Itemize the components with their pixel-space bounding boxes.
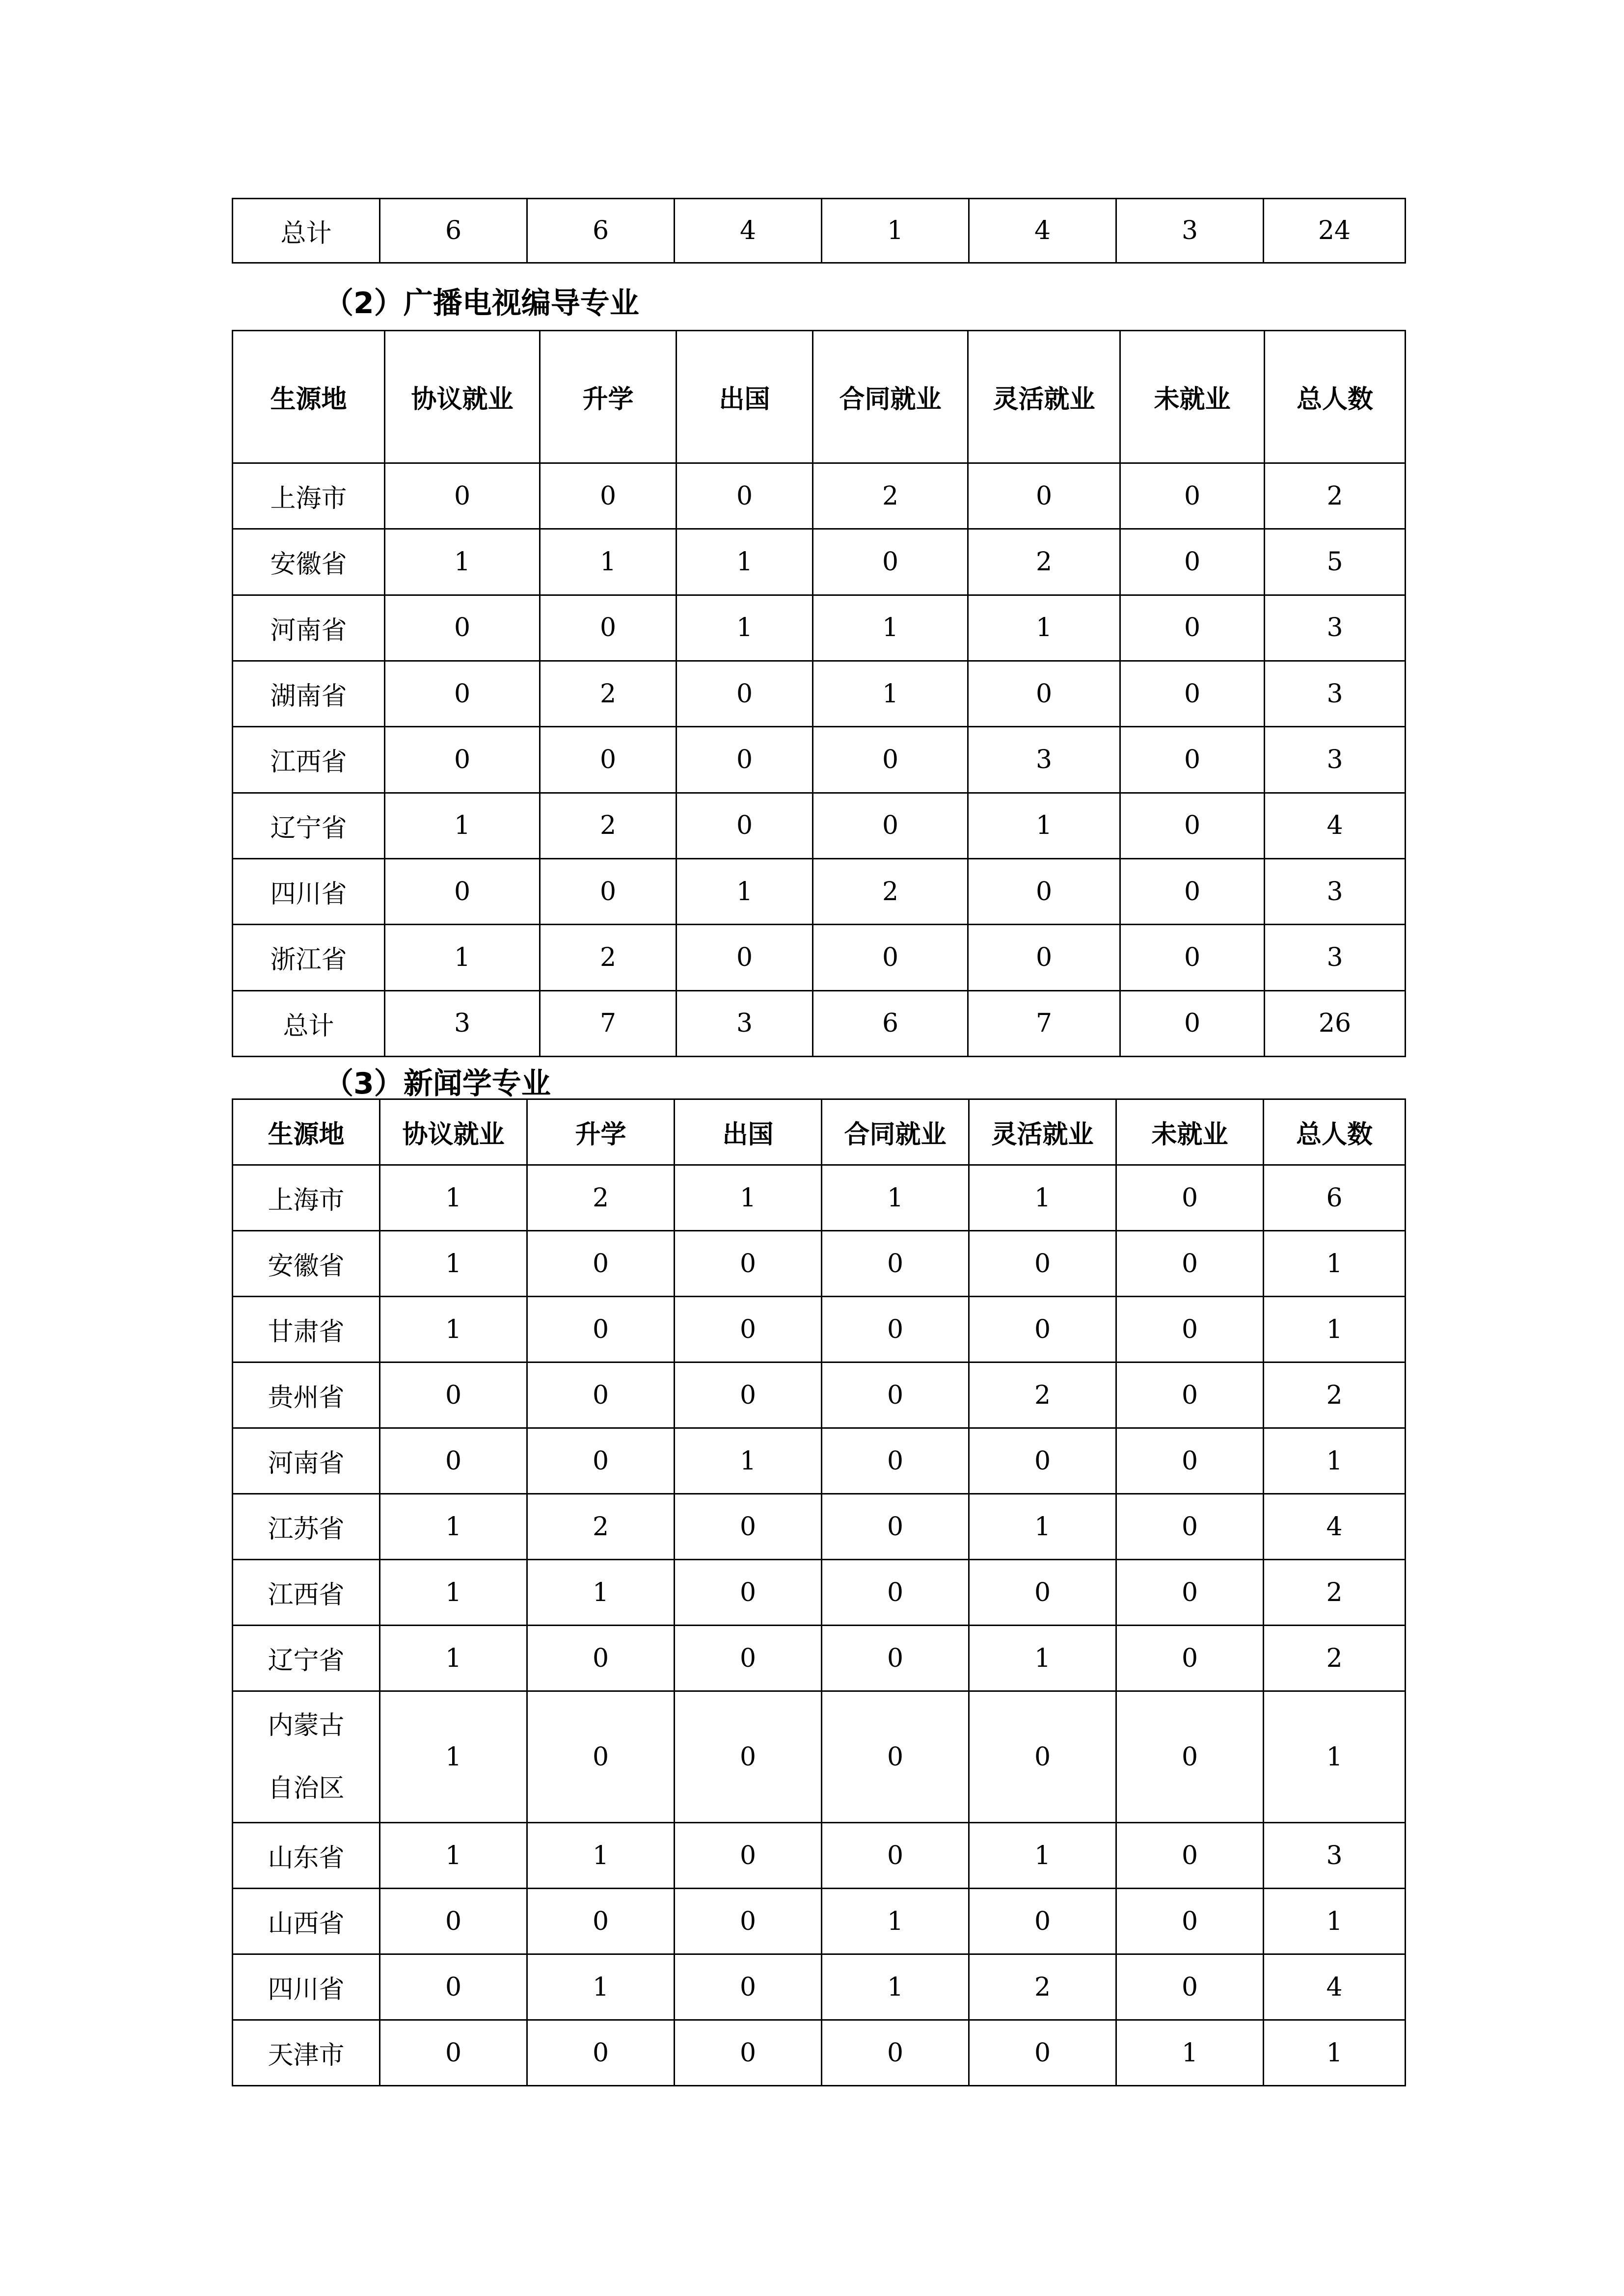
table-row — [233, 463, 1406, 529]
table-cell: 0 — [813, 529, 968, 595]
table-row — [233, 595, 1406, 661]
table-row — [233, 925, 1406, 990]
table-cell: 0 — [1116, 1954, 1264, 2020]
table-row — [233, 793, 1406, 858]
table-cell: 6 — [1264, 1165, 1406, 1231]
table-cell: 3 — [1265, 595, 1406, 661]
table-cell: 河南省 — [233, 1428, 380, 1494]
table-row — [233, 1626, 1406, 1691]
column-header: 升学 — [540, 331, 677, 463]
table-cell: 0 — [968, 661, 1120, 726]
table-row — [233, 1494, 1406, 1560]
table-cell: 1 — [1264, 1428, 1406, 1494]
table-cell: 1 — [385, 529, 540, 595]
table-cell: 1 — [380, 1494, 527, 1560]
column-header: 合同就业 — [813, 331, 968, 463]
table-cell: 0 — [380, 1428, 527, 1494]
table-cell: 2 — [527, 1494, 675, 1560]
table-cell: 0 — [540, 858, 677, 924]
table-cell: 0 — [969, 1428, 1116, 1494]
table-header-row — [233, 1099, 1406, 1165]
table-cell: 0 — [1116, 1165, 1264, 1231]
table-cell: 0 — [968, 858, 1120, 924]
table-cell: 四川省 — [233, 1954, 380, 2020]
table-cell: 0 — [968, 925, 1120, 990]
table-cell: 1 — [527, 1560, 675, 1626]
table-cell: 1 — [675, 1428, 822, 1494]
table-cell: 0 — [675, 1889, 822, 1954]
column-header: 生源地 — [233, 331, 385, 463]
table-row — [233, 661, 1406, 726]
table-cell: 0 — [675, 1626, 822, 1691]
table-cell: 0 — [1120, 595, 1265, 661]
table-cell: 0 — [527, 1362, 675, 1428]
table-cell: 0 — [527, 1231, 675, 1297]
table-cell: 天津市 — [233, 2020, 380, 2086]
table-row — [233, 1428, 1406, 1494]
table-cell: 0 — [1120, 858, 1265, 924]
table-cell: 0 — [380, 1889, 527, 1954]
table-cell: 1 — [380, 1231, 527, 1297]
column-header: 生源地 — [233, 1099, 380, 1165]
table-cell: 1 — [677, 858, 813, 924]
column-header: 协议就业 — [385, 331, 540, 463]
table-cell: 0 — [969, 2020, 1116, 2086]
table-cell: 1 — [380, 1691, 527, 1823]
table-cell: 0 — [380, 1954, 527, 2020]
table-cell: 4 — [1265, 793, 1406, 858]
table-cell: 1 — [385, 925, 540, 990]
table-cell: 1 — [822, 199, 969, 263]
table-cell: 0 — [385, 463, 540, 529]
table-cell: 0 — [822, 1691, 969, 1823]
table-cell: 1 — [969, 1823, 1116, 1889]
table-cell: 0 — [813, 925, 968, 990]
table-cell: 6 — [813, 990, 968, 1056]
table-cell: 0 — [677, 925, 813, 990]
table-cell: 2 — [540, 661, 677, 726]
table-cell: 0 — [527, 1428, 675, 1494]
table-cell: 0 — [527, 1691, 675, 1823]
table-row — [233, 199, 1406, 263]
section-2-caption: （2）广播电视编导专业 — [324, 286, 639, 320]
table-cell: 1 — [968, 793, 1120, 858]
multiline-region-name: 内蒙古自治区 — [268, 1710, 345, 1803]
table-cell: 0 — [969, 1231, 1116, 1297]
column-header: 协议就业 — [380, 1099, 527, 1165]
column-header: 合同就业 — [822, 1099, 969, 1165]
table-cell: 0 — [1116, 1494, 1264, 1560]
table-cell: 0 — [675, 1823, 822, 1889]
table-cell: 0 — [1116, 1428, 1264, 1494]
table-cell: 0 — [1116, 1362, 1264, 1428]
table-cell: 1 — [1116, 2020, 1264, 2086]
table-cell: 总计 — [233, 990, 385, 1056]
table-cell: 0 — [822, 1560, 969, 1626]
table-row — [233, 858, 1406, 924]
table-cell: 0 — [385, 661, 540, 726]
table-cell: 0 — [1120, 463, 1265, 529]
table-cell: 1 — [1264, 1231, 1406, 1297]
table-cell: 0 — [675, 1560, 822, 1626]
table-cell: 2 — [527, 1165, 675, 1231]
table-cell: 0 — [540, 727, 677, 793]
table-cell: 1 — [969, 1165, 1116, 1231]
table-cell: 2 — [1264, 1626, 1406, 1691]
table-cell: 1 — [813, 661, 968, 726]
table-cell: 26 — [1265, 990, 1406, 1056]
table-cell: 0 — [380, 1362, 527, 1428]
table-cell: 1 — [527, 1823, 675, 1889]
table-cell: 上海市 — [233, 1165, 380, 1231]
table-cell: 0 — [969, 1560, 1116, 1626]
table-row — [233, 1362, 1406, 1428]
table-cell: 2 — [1264, 1362, 1406, 1428]
table-cell: 0 — [822, 1297, 969, 1362]
table-cell: 0 — [822, 1362, 969, 1428]
table-cell: 2 — [813, 858, 968, 924]
table-cell: 0 — [675, 1297, 822, 1362]
table-cell: 山西省 — [233, 1889, 380, 1954]
table-cell: 0 — [1116, 1231, 1264, 1297]
table-cell: 2 — [540, 925, 677, 990]
column-header: 总人数 — [1265, 331, 1406, 463]
table-cell: 1 — [1264, 1297, 1406, 1362]
table-cell: 3 — [1265, 661, 1406, 726]
table-cell: 3 — [1116, 199, 1264, 263]
column-header: 未就业 — [1120, 331, 1265, 463]
table-cell: 0 — [1116, 1297, 1264, 1362]
table-cell: 1 — [969, 1626, 1116, 1691]
table-cell: 1 — [1264, 1889, 1406, 1954]
column-header: 升学 — [527, 1099, 675, 1165]
table-cell: 0 — [822, 1626, 969, 1691]
table-cell: 0 — [677, 661, 813, 726]
table-cell: 7 — [968, 990, 1120, 1056]
table-cell: 浙江省 — [233, 925, 385, 990]
table-cell: 0 — [1116, 1823, 1264, 1889]
table-cell: 0 — [969, 1691, 1116, 1823]
table-cell: 上海市 — [233, 463, 385, 529]
table-cell: 2 — [1264, 1560, 1406, 1626]
table-cell: 0 — [527, 1626, 675, 1691]
table-cell: 3 — [677, 990, 813, 1056]
table-1-continued — [232, 198, 1406, 264]
table-cell: 0 — [822, 1428, 969, 1494]
table-cell: 1 — [380, 1823, 527, 1889]
table-cell: 四川省 — [233, 858, 385, 924]
table-cell: 7 — [540, 990, 677, 1056]
table-cell: 0 — [527, 2020, 675, 2086]
table-cell: 0 — [540, 595, 677, 661]
table-cell: 辽宁省 — [233, 793, 385, 858]
table-cell: 0 — [380, 2020, 527, 2086]
table-row — [233, 1823, 1406, 1889]
table-cell: 4 — [1264, 1954, 1406, 2020]
table-cell: 0 — [677, 793, 813, 858]
table-cell: 3 — [1265, 858, 1406, 924]
table-cell: 2 — [969, 1954, 1116, 2020]
table-cell: 0 — [675, 2020, 822, 2086]
table-cell: 1 — [527, 1954, 675, 2020]
table-cell: 0 — [675, 1362, 822, 1428]
table-row — [233, 529, 1406, 595]
table-cell: 1 — [1264, 1691, 1406, 1823]
table-cell: 0 — [1120, 727, 1265, 793]
table-section-2 — [232, 330, 1406, 1057]
table-cell: 3 — [968, 727, 1120, 793]
table-cell: 总计 — [233, 199, 380, 263]
table-cell: 0 — [813, 793, 968, 858]
table-cell: 3 — [385, 990, 540, 1056]
column-header: 灵活就业 — [968, 331, 1120, 463]
table-cell: 0 — [969, 1889, 1116, 1954]
table-cell: 0 — [385, 858, 540, 924]
table-cell: 1 — [380, 1560, 527, 1626]
table-cell: 24 — [1264, 199, 1406, 263]
table-cell: 1 — [1264, 2020, 1406, 2086]
column-header: 总人数 — [1264, 1099, 1406, 1165]
table-row — [233, 1165, 1406, 1231]
table-cell: 1 — [968, 595, 1120, 661]
column-header: 出国 — [677, 331, 813, 463]
table-cell: 1 — [813, 595, 968, 661]
table-cell: 0 — [968, 463, 1120, 529]
table-cell: 1 — [677, 595, 813, 661]
table-cell: 1 — [380, 1297, 527, 1362]
table-cell: 6 — [527, 199, 675, 263]
table-cell: 0 — [677, 463, 813, 529]
table-cell: 河南省 — [233, 595, 385, 661]
table-cell: 2 — [1265, 463, 1406, 529]
table-row — [233, 1231, 1406, 1297]
table-header-row — [233, 331, 1406, 463]
table-cell: 2 — [968, 529, 1120, 595]
column-header: 出国 — [675, 1099, 822, 1165]
table-cell: 贵州省 — [233, 1362, 380, 1428]
table-cell: 江西省 — [233, 1560, 380, 1626]
table-row — [233, 1691, 1406, 1823]
table-cell: 辽宁省 — [233, 1626, 380, 1691]
table-cell: 4 — [1264, 1494, 1406, 1560]
table-row — [233, 1889, 1406, 1954]
table-cell: 0 — [675, 1954, 822, 2020]
table-row — [233, 2020, 1406, 2086]
table-cell: 1 — [385, 793, 540, 858]
table-section-3 — [232, 1098, 1406, 2086]
table-cell: 0 — [822, 2020, 969, 2086]
table-cell: 1 — [675, 1165, 822, 1231]
table-cell: 0 — [1120, 661, 1265, 726]
table-cell: 1 — [380, 1165, 527, 1231]
table-cell: 0 — [675, 1691, 822, 1823]
table-cell: 2 — [969, 1362, 1116, 1428]
table-cell: 0 — [677, 727, 813, 793]
table-cell: 0 — [1116, 1560, 1264, 1626]
table-cell: 4 — [675, 199, 822, 263]
table-cell: 0 — [813, 727, 968, 793]
table-row — [233, 990, 1406, 1056]
table-row — [233, 1954, 1406, 2020]
table-cell: 0 — [822, 1494, 969, 1560]
table-cell: 3 — [1264, 1823, 1406, 1889]
table-cell: 1 — [540, 529, 677, 595]
table-cell: 1 — [822, 1954, 969, 2020]
table-cell: 安徽省 — [233, 1231, 380, 1297]
table-cell: 2 — [813, 463, 968, 529]
table-cell: 0 — [527, 1297, 675, 1362]
table-cell: 江苏省 — [233, 1494, 380, 1560]
table-cell: 3 — [1265, 727, 1406, 793]
table-cell: 0 — [385, 595, 540, 661]
table-cell: 4 — [969, 199, 1116, 263]
table-row — [233, 1297, 1406, 1362]
table-cell: 1 — [822, 1889, 969, 1954]
table-cell: 0 — [527, 1889, 675, 1954]
section-3-caption: （3）新闻学专业 — [324, 1067, 551, 1101]
table-cell: 0 — [675, 1231, 822, 1297]
table-cell: 1 — [969, 1494, 1116, 1560]
table-cell: 1 — [677, 529, 813, 595]
table-cell: 甘肃省 — [233, 1297, 380, 1362]
table-cell: 0 — [385, 727, 540, 793]
table-cell: 0 — [1116, 1691, 1264, 1823]
table-cell: 0 — [1120, 529, 1265, 595]
table-cell: 湖南省 — [233, 661, 385, 726]
table-cell: 山东省 — [233, 1823, 380, 1889]
table-cell: 0 — [1120, 925, 1265, 990]
table-cell: 2 — [540, 793, 677, 858]
table-cell: 0 — [1116, 1889, 1264, 1954]
column-header: 未就业 — [1116, 1099, 1264, 1165]
table-cell: 3 — [1265, 925, 1406, 990]
table-cell: 1 — [822, 1165, 969, 1231]
table-cell: 0 — [1116, 1626, 1264, 1691]
table-cell: 5 — [1265, 529, 1406, 595]
table-row — [233, 727, 1406, 793]
table-cell: 江西省 — [233, 727, 385, 793]
table-cell: 0 — [822, 1231, 969, 1297]
table-cell: 6 — [380, 199, 527, 263]
table-cell: 0 — [675, 1494, 822, 1560]
table-cell: 0 — [822, 1823, 969, 1889]
table-cell — [233, 1691, 380, 1823]
table-cell: 0 — [969, 1297, 1116, 1362]
column-header: 灵活就业 — [969, 1099, 1116, 1165]
table-cell: 0 — [540, 463, 677, 529]
table-cell: 0 — [1120, 990, 1265, 1056]
table-row — [233, 1560, 1406, 1626]
table-cell: 0 — [1120, 793, 1265, 858]
table-cell: 安徽省 — [233, 529, 385, 595]
table-cell: 1 — [380, 1626, 527, 1691]
